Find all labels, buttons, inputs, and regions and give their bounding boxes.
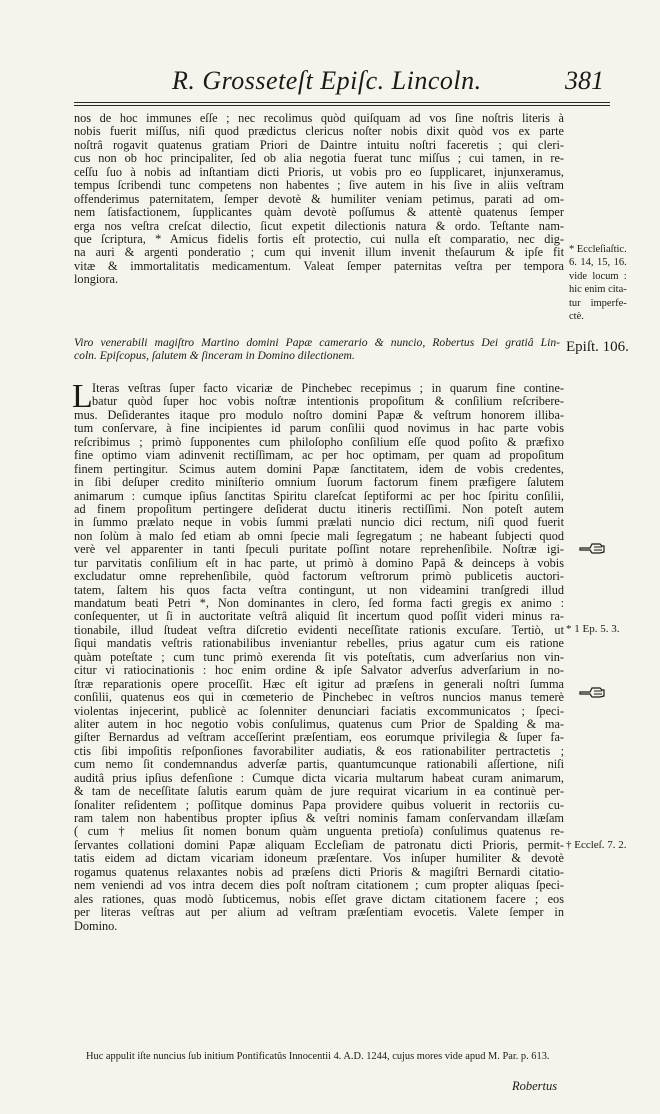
margin-note-line: tur imperfe- (569, 297, 627, 309)
header-rule-double (74, 105, 610, 106)
text-line: tatis eidem ad dictam vicariam idoneum præſentare. Vos inſuper humiliter & devotè (74, 851, 564, 866)
manicule-icon (578, 539, 606, 557)
salutation-line: Viro venerabili magiſtro Martino domini Papæ camerario & nuncio, Robertus Dei gratiâ Lin- (74, 336, 560, 349)
text-line: ales rationes, quas modò ſubticemus, nobis eſſet grave dictam citationem facere ; eos (74, 891, 564, 906)
text-line: tionabile, illud ſtudeat veſtra diſcretio evidenti neceſſitate rationis excuſare. Tertiò, ut (74, 622, 564, 637)
text-line: & tam de neceſſitate ſalutis earum quàm de jure requirat vicarium in ea continuè per- (74, 784, 564, 799)
drop-cap: L (72, 378, 93, 415)
margin-note-ecclesiasticus (569, 244, 627, 325)
text-line: violentas injecerint, publicè ac ſolenniter denunciari faciatis excommunicatos ; ſpeci- (74, 703, 564, 718)
text-line: que ſcriptura, * Amicus fidelis fortis eſt protectio, cui nulla eſt comparatio, nec dig- (74, 231, 564, 246)
text-line: longiora. (74, 272, 119, 287)
text-line: in ſummo prælato neque in vobis ſummi prælati nuncio dici rectum, niſi quod fuerit (74, 515, 564, 530)
text-line: giſter Bernardus ad veſtram acceſſerint præſentiam, eos eorumque privilegia & ſuper fa- (74, 730, 564, 745)
text-line: ad finem propoſitum pertingere deſiderat ductu itineris rectiſſimi. Non poteſt autem (74, 501, 564, 516)
margin-note-line: vide locum : (569, 270, 627, 282)
text-line: fine optimo viam adinvenit rectiſſimam, ac per hoc optimam, per quam ad propoſitum (74, 448, 564, 463)
text-line: ctis ſibi impoſitis reſponſiones favorabiliter audiatis, & eos rationabiliter pertractetis ; (74, 743, 564, 758)
header-rule (74, 102, 610, 103)
text-line: in ſibi deſuper credito miniſterio omnium ſuorum factorum finem præfigere ſalutem (74, 475, 564, 490)
text-line: nem veniendi ad vos intra decem dies poſt noſtram citationem ; cum propter aliquas ſpeci- (74, 878, 564, 893)
text-line: conſequenter, ut ſi in auctoritate veſtrâ aliquid ſit incertum quod poſſit videri minus ra- (74, 609, 564, 624)
text-line: auditâ prius ipſius defenſione : Cumque dicta vicaria multarum habeat curam animarum, (74, 770, 564, 785)
text-line: ( cum † melius ſit nomen bonum quàm unguenta pretioſa) conſulimus quatenus re- (74, 824, 564, 839)
continued-paragraph (74, 112, 564, 287)
text-line: nem ſatisfactionem, ſupplicantes quàm devotè poſſumus & attentè quatenus ſemper (74, 205, 564, 220)
text-line: cus non ob hoc principaliter, ſed ob alia negotia fuerat tunc miſſus ; cui tamen, in re- (74, 151, 564, 166)
text-line: animarum : cumque ipſius ſanctitas Spiritu clareſcat ſeptiformi ac per hoc ſpiritu conſilii, (74, 488, 564, 503)
text-line: tempus ſcribendi tunc competens non habentes ; ſive autem in his ſive in aliis veſtram (74, 178, 564, 193)
text-line: vitæ & immortalitatis medicamentum. Valeat ſemper paternitas veſtra per tempora (74, 258, 564, 273)
text-line: Domino. (74, 918, 118, 933)
text-line: ſonaliter reſidentem ; poſſitque dominus Papa providere quibus voluerit in rectoriis cu- (74, 797, 564, 812)
text-line: per literas veſtras aut per alium ad veſtram præſentiam evocetis. Valete ſemper in (74, 905, 564, 920)
footnote: Huc appulit iſte nuncius ſub initium Pontificatûs Innocentii 4. A.D. 1244, cujus mores vide apud M. Par. p. 613. (86, 1051, 550, 1062)
text-line: ſervantes collationi domini Papæ aliquam Eccleſiam de patronatu dicti Prioris, permit- (74, 837, 564, 852)
text-line: ſiqui mandatis veſtris rationabilibus inveniantur rebelles, prius agatur cum eis ratione (74, 636, 564, 651)
letter-salutation (74, 336, 560, 363)
letter-body (72, 378, 564, 933)
text-line: rogamus quatenus relaxantes nobis ad præſens dicti Prioris & magiſtri Bernardi citatio- (74, 864, 564, 879)
text-line: quàm poteſtate ; cum tunc primò exerenda ſit vis poteſtatis, cum adverſarius non vin- (74, 649, 564, 664)
text-line: nos de hoc immunes eſſe ; nec recolimus quòd quiſquam ad vos ſine noſtris literis à (74, 111, 564, 125)
text-line: excludatur omne reprehenſibile, quòd factorum veſtrorum primò publicetis auctori- (74, 569, 564, 584)
text-line: verè vel apparenter in tanti ſpeculi puritate poſſint notare reprehenſibile. Noſtræ igi- (74, 542, 564, 557)
margin-note-line: ctè. (569, 311, 584, 323)
text-line: cum nemo ſit condemnandus adverſæ partis, quantumcunque rationabili aſſertione, niſi (74, 757, 564, 772)
text-line: batur quòd ſuper hoc vobis noſtræ intentionis propoſitum & conſilium reſcribere- (92, 394, 564, 409)
text-line: na auri & argenti ponderatio ; cum qui invenit illum invenit theſaurum & ipſe fit (74, 245, 564, 260)
text-line: tatem, ſaltem his quos facta veſtra contingunt, ut non videamini tranſgredi illud (74, 582, 564, 597)
epistle-label: Epiſt. 106. (566, 339, 629, 355)
margin-note-line: 6. 14, 15, 16. (569, 257, 627, 269)
margin-note-line: * Eccleſiaſtic. (569, 244, 627, 255)
text-line: tum conſervare, à fine incipientes id parum conſilii quod novimus in hac parte vobis (74, 421, 564, 436)
text-line: conſilii, quatenus eos qui in cœmeterio de Pinchebec in veſtros nuncios manus temerè (74, 690, 564, 705)
page-number: 381 (565, 66, 604, 95)
catchword: Robertus (512, 1079, 558, 1093)
margin-note-peter: * 1 Ep. 5. 3. (566, 623, 620, 635)
running-header (74, 64, 614, 104)
text-line: tur parvitatis conſilium eſt in hac parte, ut primò à domino Papâ & deinceps à vobis (74, 555, 564, 570)
text-line: mus. Deſiderantes itaque pro modulo noſtro domini Papæ & veſtrum honorem illiba- (74, 407, 564, 422)
text-line: finem pertingitur. Scimus autem domini Papæ ſanctitatem, idem de vobis credentes, (74, 461, 564, 476)
text-line: non ſolùm à malo ſed etiam ab omni ſpecie mali ſegregatum ; ne habeant ſubjecti quod (74, 528, 564, 543)
text-line: citur vi ratiocinationis : hoc enim ordine & ipſe Salvator adverſus adverſarium in no- (74, 663, 564, 678)
text-line: ceſſu ſuo à nobis ad inſtantiam dicti Prioris, ut vobis pro eo ſupplicaret, injunxeramus, (74, 164, 564, 179)
text-line: aliter autem in hoc negotio vobis conſulimus, quatenus cum Prior de Spalding & ma- (74, 716, 564, 731)
margin-note-eccles: † Eccleſ. 7. 2. (566, 839, 627, 851)
text-line: nobis fuerit miſſus, niſi quod prædictus clericus noſter nobis dixit quòd vos ex parte (74, 124, 564, 139)
text-line: reſcribimus ; primò ſupponentes cum philoſopho conſilium eſſe quod poſito & præfixo (74, 434, 564, 449)
salutation-line: coln. Epiſcopus, ſalutem & ſinceram in Domino dilectionem. (74, 349, 355, 363)
margin-note-line: hic enim cita- (569, 284, 627, 296)
text-line: mandatum beati Petri *, Non dominantes in clero, ſed forma facti gregis ex animo : (74, 596, 564, 610)
text-line: ram talem non habentibus propter ipſius & veſtri nominis famam conſervandam illæſam (74, 811, 564, 825)
running-title: R. Grosseteſt Epiſc. Lincoln. (172, 66, 482, 95)
manicule-icon (578, 683, 606, 701)
text-line: erga nos veſtra creſcat dilectio, ſicut expetit dilectionis natura & ordo. Teſtante nam- (74, 218, 564, 233)
text-line: ſtræ reparationis opere proceſſit. Hæc eſt igitur ad præſens in generali noſtri ſumma (74, 676, 564, 691)
text-line: offenderimus paternitatem, ſemper devotè & humiliter veniam petimus, parati ad om- (74, 191, 564, 206)
text-line: noſtrâ rogavit quatenus gratiam Priori de Daintre intuitu noſtri faceretis ; qui cleri- (74, 137, 564, 152)
text-line: Iteras veſtras ſuper facto vicariæ de Pinchebec recepimus ; in quarum fine contine- (92, 381, 564, 395)
